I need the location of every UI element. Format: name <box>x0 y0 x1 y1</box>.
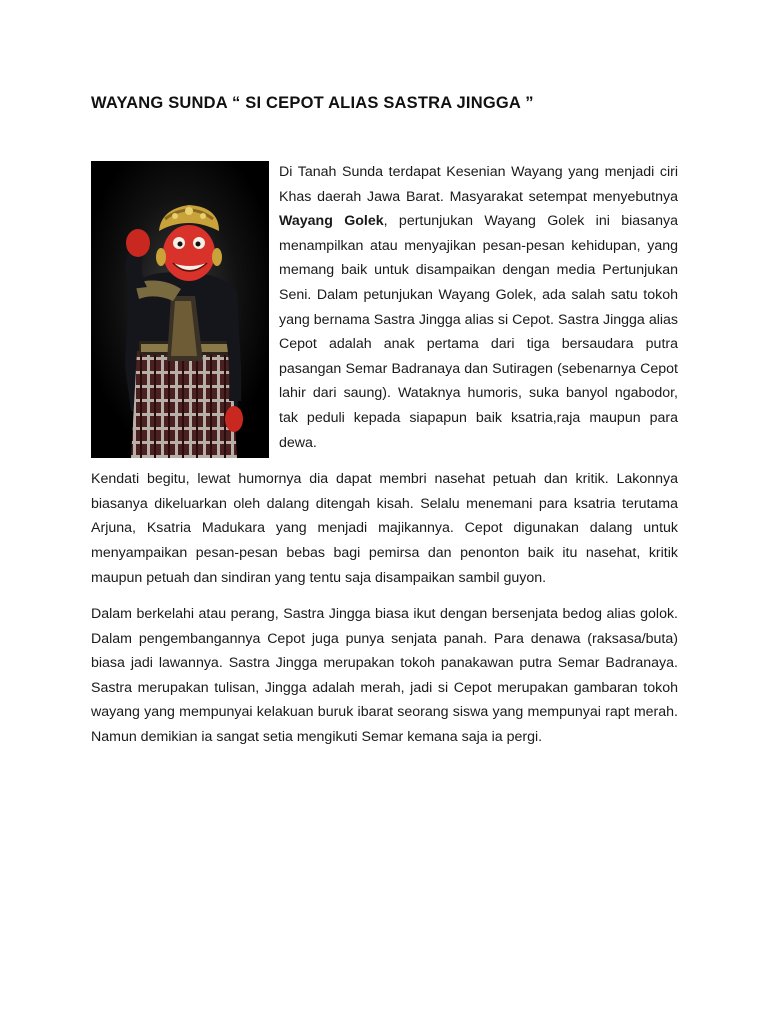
paragraph-intro-text-start: Di Tanah Sunda terdapat Kesenian Wayang yang menjadi ciri Khas daerah Jawa Barat. Masyarakat setempat menyebutnya <box>279 164 678 205</box>
body-text <box>91 160 678 750</box>
wayang-golek-bold-term: Wayang Golek <box>279 213 384 230</box>
paragraph-humor: Kendati begitu, lewat humornya dia dapat membri nasehat petuah dan kritik. Lakonnya biasanya dikeluarkan oleh dalang ditengah kisah. Selalu menemani para ksatria terutama Arjuna, Ksatria Madukara yang menjadi majikannya. Cepot digunakan dalang untuk menyampaikan pesan-pesan bebas bagi pemirsa dan penonton baik itu nasehat, kritik maupun petuah dan sindiran yang tentu saja disampaikan sambil guyon. <box>91 471 678 586</box>
page-title: WAYANG SUNDA “ SI CEPOT ALIAS SASTRA JINGGA ” <box>91 94 534 112</box>
cepot-puppet-illustration <box>91 161 269 458</box>
paragraph-battle: Dalam berkelahi atau perang, Sastra Jingga biasa ikut dengan bersenjata bedog alias golok. Dalam pengembangannya Cepot juga punya senjata panah. Para denawa (raksasa/buta) biasa jadi lawannya. Sastra Jingga merupakan tokoh panakawan putra Semar Badranaya. Sastra merupakan tulisan, Jingga adalah merah, jadi si Cepot merupakan gambaran tokoh wayang yang mempunyai kelakuan buruk ibarat seorang siswa yang mempunyai rapt merah. Namun demikian ia sangat setia mengikuti Semar kemana saja ia pergi. <box>91 606 678 746</box>
paragraph-intro-text-end: , pertunjukan Wayang Golek ini biasanya menampilkan atau menyajikan pesan-pesan kehidupan, yang memang baik untuk disampaikan dengan media Pertunjukan Seni. Dalam petunjukan Wayang Golek, ada salah satu tokoh yang bernama Sastra Jingga alias si Cepot. Sastra Jingga alias Cepot adalah anak pertama dari tiga bersaudara putra pasangan Semar Badranaya dan Sutiragen (sebenarnya Cepot lahir dari saung). Wataknya humoris, suka banyol ngabodor, tak peduli kepada siapapun baik ksatria,raja maupun para dewa. <box>279 213 678 451</box>
wayang-golek-puppet-image <box>91 161 269 458</box>
